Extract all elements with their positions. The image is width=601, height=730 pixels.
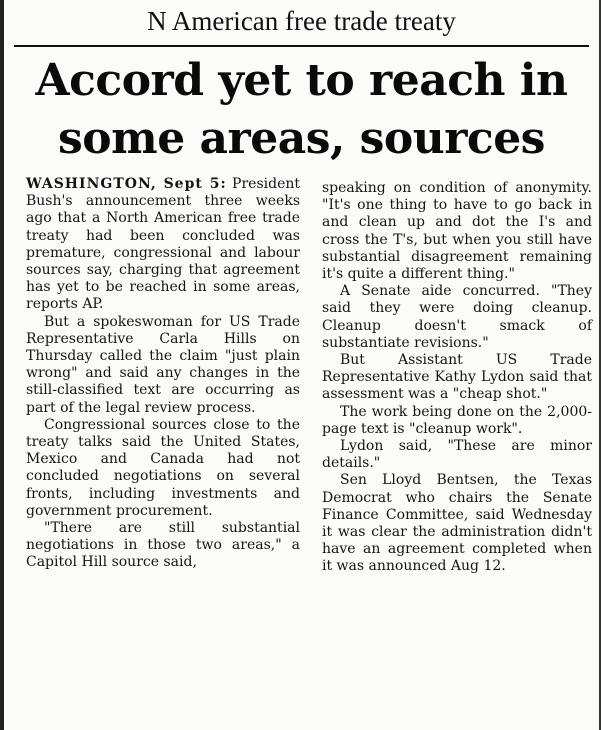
headline-line-2: some areas, sources (58, 113, 545, 164)
article-paragraph: But a spokeswoman for US Trade Representative Carla Hills on Thursday called the claim "just plain wrong" and said any changes in the still-classified text are occurring as part of the legal review process. (26, 313, 300, 416)
article-paragraph: Sen Lloyd Bentsen, the Texas Democrat who chairs the Senate Finance Committee, said Wednesday it was clear the administration didn't have an agreement completed when it was announced Aug 12. (322, 472, 592, 575)
article-paragraph: speaking on condition of anonymity. "It's one thing to have to go back in and clean up and dot the I's and cross the T's, but when you still have substantial disagreement remaining it's quite a different thing." (322, 180, 592, 283)
article-paragraph (26, 176, 300, 314)
article-paragraph: "There are still substantial negotiations in those two areas," a Capitol Hill source said, (26, 520, 300, 571)
main-headline (12, 52, 591, 168)
article-paragraph: But Assistant US Trade Representative Kathy Lydon said that assessment was a "cheap shot." (322, 352, 592, 403)
article-column-left (26, 176, 300, 572)
paragraph-text: President Bush's announcement three weeks ago that a North American free trade treaty had been concluded was premature, congressional and labour sources say, charging that agreement has yet to be reached in some areas, reports AP. (26, 176, 300, 313)
article-paragraph: A Senate aide concurred. "They said they were doing cleanup. Cleanup doesn't smack of substantiate revisions." (322, 283, 592, 351)
dateline: WASHINGTON, Sept 5: (26, 176, 227, 192)
kicker-rule (14, 45, 589, 47)
article-paragraph: Lydon said, "These are minor details." (322, 438, 592, 472)
headline-line-1: Accord yet to reach in (35, 55, 568, 106)
kicker-headline: N American free trade treaty (147, 6, 456, 36)
article-paragraph: The work being done on the 2,000-page text is "cleanup work". (322, 403, 592, 437)
article-column-right (322, 180, 592, 576)
article-paragraph: Congressional sources close to the treaty talks said the United States, Mexico and Canada had not concluded negotiations on several fronts, including investments and government procurement. (26, 416, 300, 519)
